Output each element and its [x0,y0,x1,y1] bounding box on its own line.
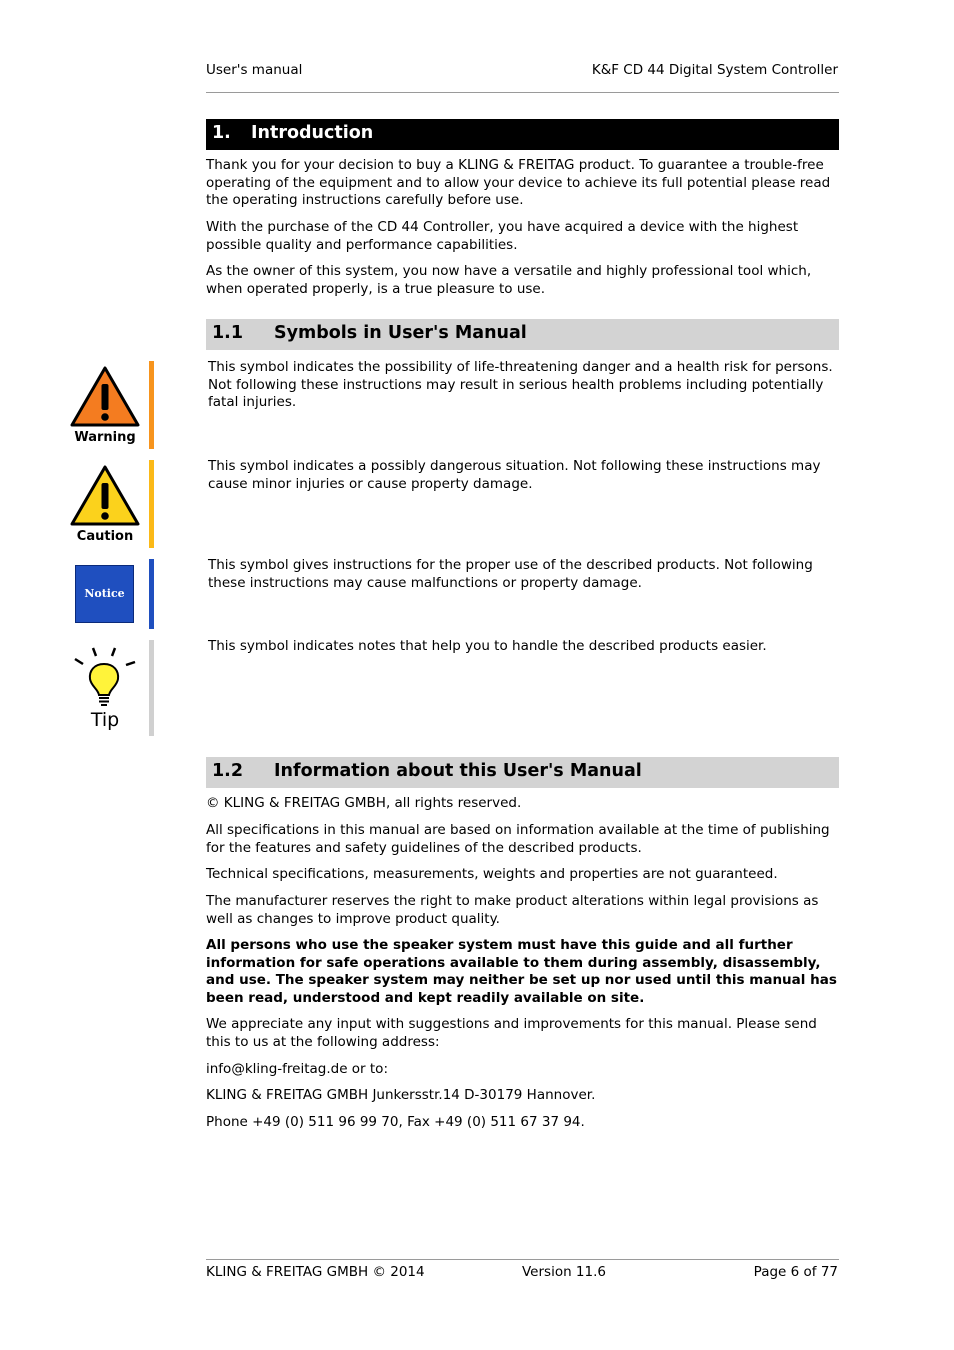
caution-triangle-icon [70,465,140,527]
section-1-2-title: Information about this User's Manual [274,761,642,781]
tip-description: This symbol indicates notes that help you to handle the described products easier. [208,638,767,654]
contact-email: info@kling-freitag.de or to: [206,1061,388,1077]
info-paragraph: We appreciate any input with suggestions and improvements for this manual. Please send this to us at the following address: [206,1016,817,1050]
warning-triangle-icon [70,366,140,428]
section-1-title: Introduction [251,123,374,143]
footer-rule [206,1259,839,1260]
section-1-2-heading [206,757,839,788]
contact-phone: Phone +49 (0) 511 96 99 70, Fax +49 (0) 511 67 37 94. [206,1114,585,1130]
footer-page-number: Page 6 of 77 [753,1264,838,1280]
footer-version: Version 11.6 [522,1264,606,1280]
warning-label: Warning [74,430,136,445]
header-left: User's manual [206,62,303,78]
section-1-2-number: 1.2 [212,761,244,781]
info-paragraph: © KLING & FREITAG GMBH, all rights reserved. [206,795,522,811]
info-paragraph: All specifications in this manual are based on information available at the time of publishing for the features and safety guidelines of the described products. [206,822,830,856]
header-rule [206,92,839,93]
caution-label: Caution [76,529,134,544]
notice-box-icon [75,565,134,623]
section-1-1-heading [206,319,839,350]
header-right: K&F CD 44 Digital System Controller [591,62,838,78]
intro-paragraph: Thank you for your decision to buy a KLING & FREITAG product. To guarantee a trouble-free operating of the equipment and to allow your device to achieve its full potential please read the operating instructions carefully before use. [206,157,831,208]
contact-address: KLING & FREITAG GMBH Junkersstr.14 D-30179 Hannover. [206,1087,596,1103]
warning-description: This symbol indicates the possibility of life-threatening danger and a health risk for persons. Not following these instructions may result in serious health problems including potentially fatal injuries. [208,359,833,410]
footer-left: KLING & FREITAG GMBH © 2014 [206,1264,425,1280]
caution-description: This symbol indicates a possibly dangerous situation. Not following these instructions may cause minor injuries or cause property damage. [208,458,821,492]
tip-label: Tip [90,709,120,731]
notice-description: This symbol gives instructions for the proper use of the described products. Not following these instructions may cause malfunctions or property damage. [208,557,813,591]
caution-bar [149,460,154,548]
info-paragraph-bold: All persons who use the speaker system must have this guide and all further information for safe operations available to them during assembly, disassembly, and use. The speaker system may neither be set up nor used until this manual has been read, understood and kept readily available on site. [206,937,837,1006]
tip-bar [149,640,154,736]
notice-bar [149,559,154,629]
section-1-number: 1. [212,123,231,143]
info-paragraph: The manufacturer reserves the right to make product alterations within legal provisions as well as changes to improve product quality. [206,893,819,927]
intro-paragraph: As the owner of this system, you now have a versatile and highly professional tool which, when operated properly, is a true pleasure to use. [206,263,812,297]
section-1-1-number: 1.1 [212,323,244,343]
warning-bar [149,361,154,449]
info-paragraph: Technical specifications, measurements, weights and properties are not guaranteed. [206,866,778,882]
intro-paragraph: With the purchase of the CD 44 Controller, you have acquired a device with the highest possible quality and performance capabilities. [206,219,799,253]
section-1-heading [206,119,839,150]
notice-label: Notice [84,587,125,600]
lightbulb-icon [72,644,138,708]
section-1-1-title: Symbols in User's Manual [274,323,527,343]
